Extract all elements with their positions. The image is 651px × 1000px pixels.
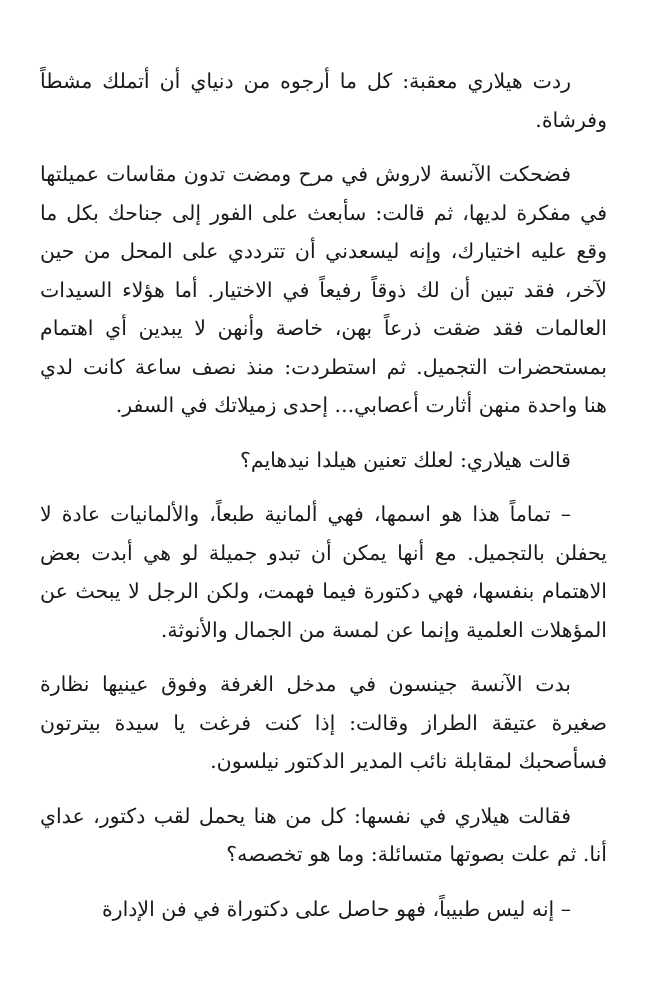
paragraph: فضحكت الآنسة لاروش في مرح ومضت تدون مقاسات عميلتها في مفكرة لديها، ثم قالت: سأبعث على الفور إلى جناحك بكل ما وقع عليه اختيارك، وإنه ليسعدني أن تترددي على المحل من حين لآخر، فقد تبين أن لك ذوقاً رفيعاً في الاختيار. أما هؤلاء السيدات العالمات فقد ضقت ذرعاً بهن، خاصة وأنهن لا يبدين أي اهتمام بمستحضرات التجميل. ثم استطردت: منذ نصف ساعة كانت لدي هنا واحدة منهن أثارت أعصابي... إحدى زميلاتك في السفر. [40, 162, 607, 417]
paragraph: ردت هيلاري معقبة: كل ما أرجوه من دنياي أن أتملك مشطاً وفرشاة. [40, 69, 607, 132]
paragraph: قالت هيلاري: لعلك تعنين هيلدا نيدهايم؟ [239, 447, 571, 472]
paragraph: فقالت هيلاري في نفسها: كل من هنا يحمل لقب دكتور، عداي أنا. ثم علت بصوتها متسائلة: وما هو تخصصه؟ [40, 803, 607, 866]
paragraph: بدت الآنسة جينسون في مدخل الغرفة وفوق عينيها نظارة صغيرة عتيقة الطراز وقالت: إذا كنت فرغت يا سيدة بيترتون فسأصحبك لمقابلة نائب المدير الدكتور نيلسون. [40, 672, 607, 773]
paragraph: – تماماً هذا هو اسمها، فهي ألمانية طبعاً، والألمانيات عادة لا يحفلن بالتجميل. مع أنها يمكن أن تبدو جميلة لو هي أبدت بعض الاهتمام بنفسها، فهي دكتورة فيما فهمت، ولكن الرجل لا يبحث عن المؤهلات العلمية وإنما عن لمسة من الجمال والأنوثة. [40, 502, 607, 642]
paragraph: – إنه ليس طبيباً، فهو حاصل على دكتوراة في فن الإدارة [101, 896, 571, 921]
